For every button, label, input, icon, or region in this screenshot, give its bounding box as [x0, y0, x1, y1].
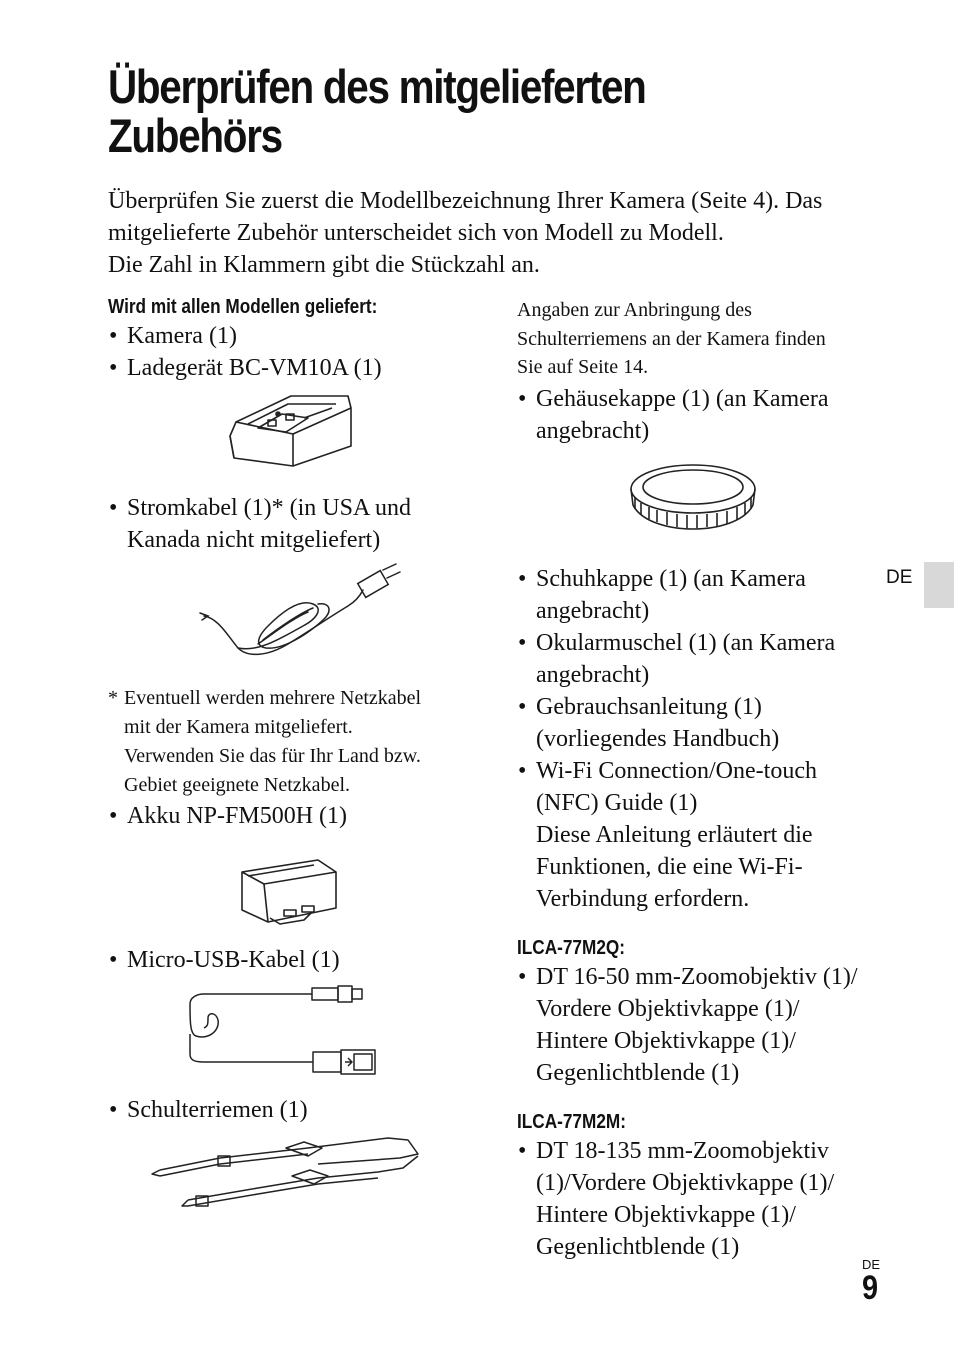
list-item-body-cap: • Gehäusekappe (1) (an Kamera angebracht) [517, 383, 897, 447]
list-item-manual: • Gebrauchsanleitung (1) (vorliegendes Handbuch) [517, 691, 897, 755]
accessory-list [108, 800, 488, 832]
section-heading-ilca-77m2q: ILCA-77M2Q: [517, 936, 625, 959]
footnote: * Eventuell werden mehrere Netzkabel mit der Kamera mitgeliefert. Verwenden Sie das für Ihr Land bzw. Gebiet geeignete Netzkabel. [108, 684, 488, 800]
intro-paragraph [108, 185, 898, 281]
body-cap-illustration [517, 447, 897, 543]
accessory-list [517, 961, 897, 1089]
language-tab-label: DE [886, 567, 913, 588]
accessory-list [108, 944, 488, 976]
right-column [517, 296, 897, 1263]
page-number: 9 [862, 1269, 879, 1307]
accessory-list [517, 383, 897, 447]
list-item-power-cord: • Stromkabel (1)* (in USA und Kanada nicht mitgeliefert) [108, 492, 488, 556]
charger-illustration [108, 384, 488, 492]
page-language-label: DE [862, 1257, 881, 1272]
list-item-kit-q: • DT 16-50 mm-Zoomobjektiv (1)/ Vordere Objektivkappe (1)/ Hintere Objektivkappe (1)/ Gegenlichtblende (1) [517, 961, 897, 1089]
usb-cable-illustration [108, 976, 488, 1094]
power-cord-illustration [108, 556, 488, 684]
list-item-strap: • Schulterriemen (1) [108, 1094, 488, 1126]
title-line: Überprüfen des mitgelieferten [108, 60, 646, 113]
list-item-battery: • Akku NP-FM500H (1) [108, 800, 488, 832]
accessory-list [517, 563, 897, 915]
accessory-list [108, 1094, 488, 1126]
language-side-tab [924, 562, 954, 608]
list-item-camera: • Kamera (1) [108, 320, 488, 352]
intro-line: Überprüfen Sie zuerst die Modellbezeichnung Ihrer Kamera (Seite 4). Das [108, 188, 823, 214]
list-item-kit-m: • DT 18-135 mm-Zoomobjektiv (1)/Vordere Objektivkappe (1)/ Hintere Objektivkappe (1)/ Gegenlichtblende (1) [517, 1135, 897, 1263]
list-item-eyecup: • Okularmuschel (1) (an Kamera angebracht) [517, 627, 897, 691]
strap-attachment-note: Angaben zur Anbringung des Schulterriemens an der Kamera finden Sie auf Seite 14. [517, 299, 826, 378]
list-item-wifi-guide: • Wi-Fi Connection/One-touch (NFC) Guide (1) Diese Anleitung erläutert die Funktionen, die eine Wi-Fi- Verbindung erfordern. [517, 755, 897, 915]
list-item-charger: • Ladegerät BC-VM10A (1) [108, 352, 488, 384]
left-column [108, 294, 488, 1216]
intro-line: Die Zahl in Klammern gibt die Stückzahl an. [108, 252, 540, 278]
accessory-list [108, 492, 488, 556]
list-item-shoe-cap: • Schuhkappe (1) (an Kamera angebracht) [517, 563, 897, 627]
accessory-list [517, 1135, 897, 1263]
footnote-marker: * [108, 687, 118, 709]
section-heading-all-models: Wird mit allen Modellen geliefert: [108, 296, 378, 318]
list-item-micro-usb: • Micro-USB-Kabel (1) [108, 944, 488, 976]
accessory-list [108, 320, 488, 384]
intro-line: mitgelieferte Zubehör unterscheidet sich von Modell zu Modell. [108, 220, 724, 246]
title-line: Zubehörs [108, 109, 282, 162]
strap-illustration [108, 1126, 488, 1216]
page-title [108, 62, 762, 160]
section-heading-ilca-77m2m: ILCA-77M2M: [517, 1110, 626, 1133]
battery-illustration [108, 832, 488, 944]
